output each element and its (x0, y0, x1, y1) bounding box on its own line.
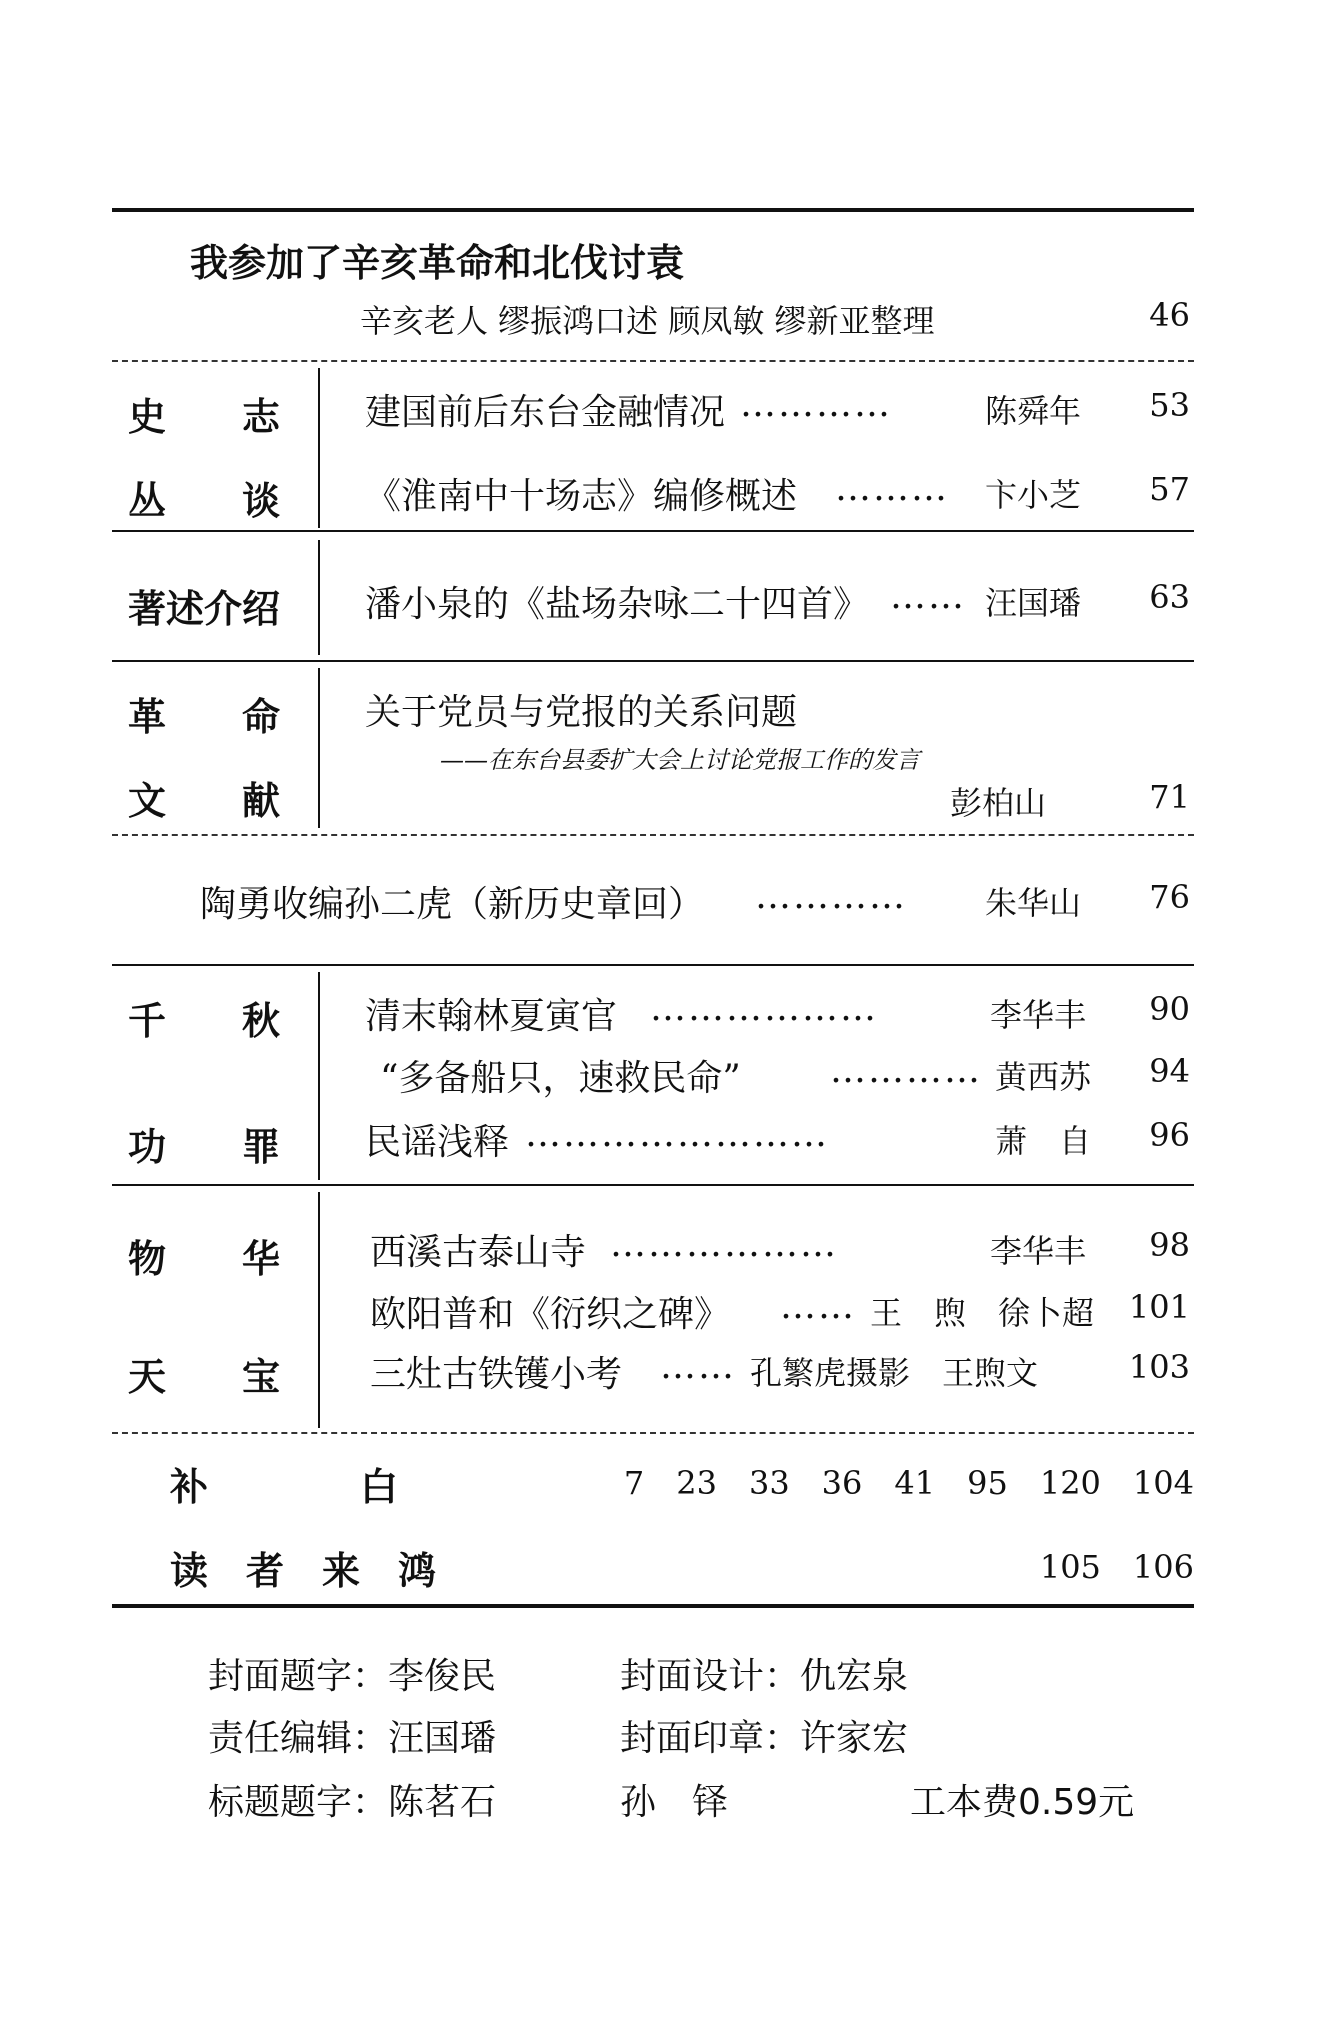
leader-dots: ………… (830, 1050, 982, 1091)
toc-entry-author: 王 煦 徐卜超 (870, 1294, 1095, 1332)
toc-entry-author: 黄西苏 (995, 1058, 1092, 1096)
toc-entry-title: 民谣浅释 (365, 1122, 510, 1163)
credit-cover-calligraphy: 封面题字：李俊民 (208, 1656, 497, 1697)
toc-entry-page: 76 (1149, 878, 1190, 916)
fillers-pages: 7 23 33 36 41 95 120 104 (623, 1464, 1194, 1502)
leader-dots: ……… (835, 468, 949, 509)
divider (112, 834, 1194, 836)
toc-entry-author: 彭柏山 (950, 784, 1047, 822)
divider (112, 1432, 1194, 1434)
toc-entry-page: 101 (1128, 1288, 1190, 1326)
letters-pages: 105 106 (1039, 1548, 1194, 1586)
section-divider-vertical (318, 540, 320, 655)
toc-entry-page: 53 (1149, 386, 1190, 424)
divider (112, 530, 1194, 532)
credit-editor: 责任编辑：汪国璠 (208, 1718, 497, 1759)
section-label: 功 罪 (128, 1125, 281, 1169)
toc-entry-author: 汪国璠 (985, 584, 1082, 622)
header-article-page: 46 (1149, 296, 1190, 334)
leader-dots: …… (780, 1286, 856, 1327)
fillers-label: 补 白 (170, 1465, 399, 1509)
top-rule (112, 208, 1194, 212)
toc-entry-title: 欧阳普和《衍织之碑》 (370, 1294, 731, 1335)
leader-dots: …………………… (525, 1114, 829, 1155)
price: 工本费0.59元 (910, 1782, 1135, 1823)
section-label: 物 华 (128, 1237, 281, 1281)
toc-entry-page: 57 (1149, 470, 1190, 508)
credit-cover-seal: 封面印章：许家宏 (620, 1718, 909, 1759)
section-label: 文 献 (128, 779, 281, 823)
toc-entry-title: 《淮南中十场志》编修概述 (365, 476, 798, 517)
toc-entry-title: 西溪古泰山寺 (370, 1232, 587, 1273)
bottom-rule (112, 1604, 1194, 1608)
credit-name: 孙 铎 (620, 1782, 729, 1823)
toc-entry-page: 90 (1149, 990, 1190, 1028)
divider (112, 660, 1194, 662)
leader-dots: ……………… (650, 988, 878, 1029)
toc-entry-page: 98 (1149, 1226, 1190, 1264)
toc-entry-title: 三灶古铁镬小考 (370, 1354, 623, 1395)
toc-entry-subtitle: ——在东台县委扩大会上讨论党报工作的发言 (440, 746, 920, 774)
section-divider-vertical (318, 368, 320, 528)
divider (112, 964, 1194, 966)
leader-dots: …… (660, 1346, 736, 1387)
header-article-byline: 辛亥老人 缪振鸿口述 顾凤敏 缪新亚整理 (360, 302, 935, 340)
section-label: 革 命 (128, 695, 281, 739)
section-label: 丛 谈 (128, 479, 281, 523)
section-label: 著述介绍 (128, 587, 281, 631)
toc-entry-page: 94 (1149, 1052, 1190, 1090)
section-label: 史 志 (128, 395, 281, 439)
toc-entry-author: 李华丰 (990, 996, 1087, 1034)
divider (112, 1184, 1194, 1186)
toc-entry-author: 陈舜年 (985, 392, 1082, 430)
toc-entry-author: 卞小芝 (985, 476, 1082, 514)
toc-entry-page: 103 (1128, 1348, 1190, 1386)
toc-entry-author: 李华丰 (990, 1232, 1087, 1270)
letters-label: 读 者 来 鸿 (170, 1549, 437, 1593)
toc-entry-title: 建国前后东台金融情况 (365, 392, 726, 433)
toc-entry-author: 朱华山 (985, 884, 1082, 922)
toc-entry-title: 潘小泉的《盐场杂咏二十四首》 (365, 584, 870, 625)
toc-entry-author: 萧 自 (995, 1122, 1092, 1160)
toc-entry-page: 71 (1149, 778, 1190, 816)
toc-entry-title: 陶勇收编孙二虎（新历史章回） (200, 884, 705, 925)
toc-entry-title: 清末翰林夏寅官 (365, 996, 618, 1037)
toc-entry-page: 63 (1149, 578, 1190, 616)
credit-title-calligraphy: 标题题字：陈茗石 (208, 1782, 497, 1823)
credit-cover-design: 封面设计：仇宏泉 (620, 1656, 909, 1697)
leader-dots: ……………… (610, 1224, 838, 1265)
toc-entry-title: “多备船只，速救民命” (380, 1058, 741, 1099)
leader-dots: ………… (740, 384, 892, 425)
divider (112, 360, 1194, 362)
toc-entry-page: 96 (1149, 1116, 1190, 1154)
toc-entry-title: 关于党员与党报的关系问题 (365, 692, 798, 733)
header-article-title: 我参加了辛亥革命和北伐讨袁 (190, 241, 685, 285)
section-label: 千 秋 (128, 999, 281, 1043)
leader-dots: …… (890, 576, 966, 617)
leader-dots: ………… (755, 876, 907, 917)
section-divider-vertical (318, 1192, 320, 1428)
section-divider-vertical (318, 668, 320, 828)
section-divider-vertical (318, 972, 320, 1180)
section-label: 天 宝 (128, 1355, 281, 1399)
toc-entry-author: 孔繁虎摄影 王煦文 (750, 1354, 1039, 1392)
